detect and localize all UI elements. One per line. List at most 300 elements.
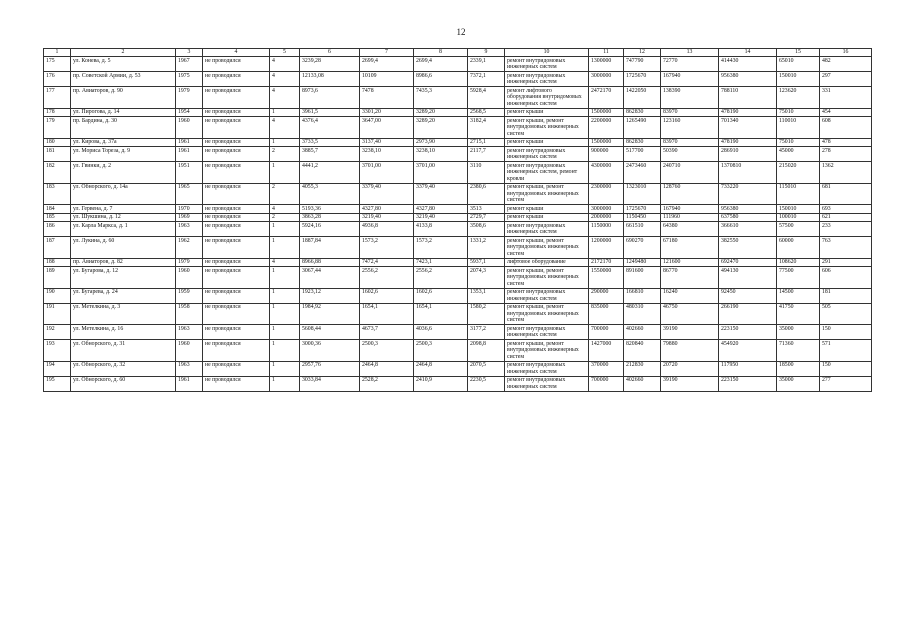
cell-area-2: 7435,3 <box>414 87 468 109</box>
cell-cost-total: 2472170 <box>589 87 624 109</box>
cell-floors: 1 <box>270 222 300 237</box>
cell-area-3: 3508,6 <box>468 222 505 237</box>
cell-cost-part-2: 50390 <box>661 147 719 162</box>
cell-last-repair: не проводился <box>203 117 270 139</box>
cell-cost-part-2: 83970 <box>661 108 719 117</box>
cell-repair-type: ремонт внутридомовых инженерных систем, ремонт кровли <box>505 162 589 184</box>
cell-living-area: 2556,2 <box>360 267 414 289</box>
cell-floors: 1 <box>270 138 300 147</box>
cell-cost-part-3: 1370810 <box>719 162 777 184</box>
cell-cost-part-4: 71360 <box>777 340 820 362</box>
cell-cost-part-3: 266190 <box>719 303 777 325</box>
cell-area-3: 5937,1 <box>468 258 505 267</box>
cell-total-area: 5193,36 <box>300 205 360 214</box>
cell-row-number: 191 <box>44 303 71 325</box>
cell-living-area: 7472,4 <box>360 258 414 267</box>
cell-cost-part-3: 454920 <box>719 340 777 362</box>
cell-residents: 608 <box>820 117 872 139</box>
cell-cost-part-1: 862830 <box>624 138 661 147</box>
cell-build-year: 1967 <box>176 57 203 72</box>
cell-cost-part-3: 286910 <box>719 147 777 162</box>
cell-repair-type: ремонт внутридомовых инженерных систем <box>505 325 589 340</box>
table-row <box>44 183 872 205</box>
cell-area-3: 1580,2 <box>468 303 505 325</box>
cell-cost-total: 1427000 <box>589 340 624 362</box>
cell-build-year: 1963 <box>176 325 203 340</box>
cell-cost-part-1: 480310 <box>624 303 661 325</box>
cell-cost-part-1: 1422050 <box>624 87 661 109</box>
cell-build-year: 1951 <box>176 162 203 184</box>
cell-area-2: 2973,90 <box>414 138 468 147</box>
cell-residents: 454 <box>820 108 872 117</box>
cell-last-repair: не проводился <box>203 147 270 162</box>
cell-cost-part-2: 86770 <box>661 267 719 289</box>
cell-cost-part-4: 108620 <box>777 258 820 267</box>
cell-row-number: 177 <box>44 87 71 109</box>
cell-address: пр. Советской Армии, д. 53 <box>71 72 176 87</box>
cell-total-area: 8973,6 <box>300 87 360 109</box>
cell-cost-part-3: 637580 <box>719 213 777 222</box>
cell-cost-part-4: 150010 <box>777 205 820 214</box>
cell-area-3: 2568,5 <box>468 108 505 117</box>
cell-area-3: 2339,1 <box>468 57 505 72</box>
cell-last-repair: не проводился <box>203 267 270 289</box>
cell-address: ул. Гвинки, д. 2 <box>71 162 176 184</box>
cell-address: ул. Обнорского, д. 60 <box>71 376 176 391</box>
cell-repair-type: ремонт внутридомовых инженерных систем <box>505 222 589 237</box>
cell-cost-total: 900000 <box>589 147 624 162</box>
cell-cost-part-4: 150010 <box>777 72 820 87</box>
cell-cost-part-2: 72770 <box>661 57 719 72</box>
cell-cost-part-4: 115010 <box>777 183 820 205</box>
cell-living-area: 1654,1 <box>360 303 414 325</box>
cell-living-area: 3238,10 <box>360 147 414 162</box>
cell-cost-part-1: 820840 <box>624 340 661 362</box>
cell-living-area: 7478 <box>360 87 414 109</box>
cell-cost-part-4: 35000 <box>777 325 820 340</box>
cell-cost-part-4: 123620 <box>777 87 820 109</box>
housing-repair-table <box>43 48 872 392</box>
cell-total-area: 3885,7 <box>300 147 360 162</box>
cell-area-3: 7372,1 <box>468 72 505 87</box>
cell-cost-part-1: 891600 <box>624 267 661 289</box>
cell-cost-part-2: 138390 <box>661 87 719 109</box>
cell-area-2: 2464,8 <box>414 361 468 376</box>
cell-floors: 2 <box>270 213 300 222</box>
cell-build-year: 1959 <box>176 288 203 303</box>
cell-address: ул. Кирова, д. 37а <box>71 138 176 147</box>
table-row <box>44 87 872 109</box>
cell-residents: 278 <box>820 147 872 162</box>
cell-living-area: 3379,40 <box>360 183 414 205</box>
cell-area-3: 2729,7 <box>468 213 505 222</box>
cell-cost-part-2: 167940 <box>661 72 719 87</box>
cell-address: ул. Обнорского, д. 31 <box>71 340 176 362</box>
column-header: 15 <box>777 49 820 57</box>
cell-row-number: 184 <box>44 205 71 214</box>
cell-residents: 693 <box>820 205 872 214</box>
cell-last-repair: не проводился <box>203 205 270 214</box>
cell-address: ул. Лукина, д. 60 <box>71 237 176 259</box>
cell-cost-total: 2000000 <box>589 213 624 222</box>
cell-area-2: 4133,8 <box>414 222 468 237</box>
cell-repair-type: ремонт внутридомовых инженерных систем <box>505 147 589 162</box>
cell-living-area: 3301,20 <box>360 108 414 117</box>
cell-address: ул. Шукшина, д. 12 <box>71 213 176 222</box>
cell-last-repair: не проводился <box>203 57 270 72</box>
cell-repair-type: ремонт крыши <box>505 205 589 214</box>
cell-area-2: 3219,40 <box>414 213 468 222</box>
cell-cost-total: 700000 <box>589 376 624 391</box>
cell-row-number: 175 <box>44 57 71 72</box>
cell-build-year: 1963 <box>176 222 203 237</box>
cell-area-3: 2117,7 <box>468 147 505 162</box>
cell-cost-part-1: 517700 <box>624 147 661 162</box>
cell-last-repair: не проводился <box>203 303 270 325</box>
cell-cost-part-4: 41750 <box>777 303 820 325</box>
cell-cost-total: 2300000 <box>589 183 624 205</box>
column-header: 8 <box>414 49 468 57</box>
cell-row-number: 180 <box>44 138 71 147</box>
cell-cost-part-4: 75010 <box>777 138 820 147</box>
cell-residents: 1362 <box>820 162 872 184</box>
cell-cost-part-1: 747790 <box>624 57 661 72</box>
cell-last-repair: не проводился <box>203 222 270 237</box>
cell-cost-part-4: 65010 <box>777 57 820 72</box>
column-header: 7 <box>360 49 414 57</box>
cell-area-2: 4036,6 <box>414 325 468 340</box>
cell-residents: 606 <box>820 267 872 289</box>
cell-floors: 1 <box>270 376 300 391</box>
cell-residents: 763 <box>820 237 872 259</box>
cell-row-number: 195 <box>44 376 71 391</box>
cell-cost-part-4: 57500 <box>777 222 820 237</box>
table-row <box>44 376 872 391</box>
cell-last-repair: не проводился <box>203 138 270 147</box>
cell-cost-total: 4300000 <box>589 162 624 184</box>
cell-cost-part-3: 117950 <box>719 361 777 376</box>
cell-area-2: 1654,1 <box>414 303 468 325</box>
cell-address: ул. Бугарева, д. 24 <box>71 288 176 303</box>
table-row <box>44 147 872 162</box>
cell-cost-part-4: 100010 <box>777 213 820 222</box>
cell-cost-part-2: 123160 <box>661 117 719 139</box>
cell-floors: 2 <box>270 183 300 205</box>
cell-repair-type: ремонт крыши, ремонт внутридомовых инженерных систем <box>505 183 589 205</box>
cell-area-2: 8986,6 <box>414 72 468 87</box>
column-header: 10 <box>505 49 589 57</box>
cell-cost-part-1: 212830 <box>624 361 661 376</box>
column-number-row <box>44 49 872 57</box>
cell-cost-part-3: 956380 <box>719 205 777 214</box>
cell-floors: 4 <box>270 258 300 267</box>
cell-cost-part-1: 2473460 <box>624 162 661 184</box>
cell-floors: 4 <box>270 57 300 72</box>
cell-total-area: 1984,92 <box>300 303 360 325</box>
cell-address: пр. Бардина, д. 30 <box>71 117 176 139</box>
cell-build-year: 1960 <box>176 340 203 362</box>
cell-build-year: 1979 <box>176 87 203 109</box>
cell-build-year: 1954 <box>176 108 203 117</box>
column-header: 4 <box>203 49 270 57</box>
cell-area-3: 5928,4 <box>468 87 505 109</box>
cell-cost-total: 2200000 <box>589 117 624 139</box>
cell-area-3: 2230,5 <box>468 376 505 391</box>
cell-area-2: 3238,10 <box>414 147 468 162</box>
cell-total-area: 3067,44 <box>300 267 360 289</box>
cell-residents: 297 <box>820 72 872 87</box>
cell-last-repair: не проводился <box>203 237 270 259</box>
cell-cost-part-3: 701340 <box>719 117 777 139</box>
cell-address: ул. Метелкина, д. 3 <box>71 303 176 325</box>
cell-total-area: 2957,76 <box>300 361 360 376</box>
cell-build-year: 1960 <box>176 267 203 289</box>
cell-repair-type: ремонт крыши, ремонт внутридомовых инженерных систем <box>505 267 589 289</box>
cell-build-year: 1963 <box>176 361 203 376</box>
cell-last-repair: не проводился <box>203 288 270 303</box>
cell-cost-part-3: 478190 <box>719 108 777 117</box>
cell-build-year: 1970 <box>176 205 203 214</box>
cell-cost-part-2: 39190 <box>661 376 719 391</box>
cell-last-repair: не проводился <box>203 87 270 109</box>
cell-total-area: 3863,28 <box>300 213 360 222</box>
cell-repair-type: ремонт внутридомовых инженерных систем <box>505 376 589 391</box>
cell-total-area: 3033,84 <box>300 376 360 391</box>
cell-cost-part-2: 121600 <box>661 258 719 267</box>
cell-address: ул. Метелкина, д. 16 <box>71 325 176 340</box>
cell-row-number: 186 <box>44 222 71 237</box>
cell-cost-part-3: 414430 <box>719 57 777 72</box>
table-row <box>44 72 872 87</box>
cell-cost-part-4: 75010 <box>777 108 820 117</box>
cell-floors: 1 <box>270 108 300 117</box>
cell-row-number: 188 <box>44 258 71 267</box>
cell-living-area: 10109 <box>360 72 414 87</box>
column-header: 9 <box>468 49 505 57</box>
cell-residents: 277 <box>820 376 872 391</box>
cell-address: ул. Пирогова, д. 14 <box>71 108 176 117</box>
column-header: 3 <box>176 49 203 57</box>
cell-living-area: 2500,3 <box>360 340 414 362</box>
cell-residents: 482 <box>820 57 872 72</box>
cell-build-year: 1961 <box>176 138 203 147</box>
cell-repair-type: ремонт крыши, ремонт внутридомовых инженерных систем <box>505 117 589 139</box>
cell-row-number: 190 <box>44 288 71 303</box>
cell-cost-part-1: 1725670 <box>624 72 661 87</box>
cell-last-repair: не проводился <box>203 108 270 117</box>
cell-cost-total: 1500000 <box>589 138 624 147</box>
cell-cost-part-1: 1725670 <box>624 205 661 214</box>
cell-residents: 478 <box>820 138 872 147</box>
table-row <box>44 108 872 117</box>
cell-total-area: 1887,84 <box>300 237 360 259</box>
cell-area-3: 2098,8 <box>468 340 505 362</box>
cell-cost-part-1: 862830 <box>624 108 661 117</box>
cell-cost-total: 1200000 <box>589 237 624 259</box>
cell-last-repair: не проводился <box>203 72 270 87</box>
cell-cost-part-1: 661510 <box>624 222 661 237</box>
cell-row-number: 193 <box>44 340 71 362</box>
cell-row-number: 176 <box>44 72 71 87</box>
cell-repair-type: ремонт крыши <box>505 108 589 117</box>
cell-cost-total: 700000 <box>589 325 624 340</box>
cell-build-year: 1961 <box>176 376 203 391</box>
column-header: 16 <box>820 49 872 57</box>
cell-living-area: 4327,80 <box>360 205 414 214</box>
cell-floors: 1 <box>270 361 300 376</box>
cell-address: ул. Обнорского, д. 14а <box>71 183 176 205</box>
cell-repair-type: ремонт крыши <box>505 213 589 222</box>
cell-living-area: 4673,7 <box>360 325 414 340</box>
cell-cost-part-2: 20720 <box>661 361 719 376</box>
table-row <box>44 325 872 340</box>
cell-address: пр. Авиаторов, д. 82 <box>71 258 176 267</box>
cell-cost-part-4: 18500 <box>777 361 820 376</box>
cell-area-2: 2410,9 <box>414 376 468 391</box>
cell-address: ул. Конева, д. 5 <box>71 57 176 72</box>
cell-cost-part-1: 402660 <box>624 325 661 340</box>
cell-residents: 291 <box>820 258 872 267</box>
cell-address: ул. Бугарова, д. 12 <box>71 267 176 289</box>
cell-cost-part-1: 1249480 <box>624 258 661 267</box>
cell-cost-part-1: 1323010 <box>624 183 661 205</box>
cell-residents: 621 <box>820 213 872 222</box>
cell-living-area: 1602,6 <box>360 288 414 303</box>
cell-repair-type: ремонт крыши, ремонт внутридомовых инженерных систем <box>505 237 589 259</box>
cell-repair-type: ремонт внутридомовых инженерных систем <box>505 57 589 72</box>
cell-cost-part-2: 128760 <box>661 183 719 205</box>
table-row <box>44 340 872 362</box>
cell-cost-total: 2172170 <box>589 258 624 267</box>
cell-total-area: 4055,3 <box>300 183 360 205</box>
cell-address: ул. Карла Маркса, д. 1 <box>71 222 176 237</box>
cell-last-repair: не проводился <box>203 183 270 205</box>
table-row <box>44 258 872 267</box>
cell-cost-part-3: 223150 <box>719 376 777 391</box>
cell-total-area: 3733,5 <box>300 138 360 147</box>
column-header: 2 <box>71 49 176 57</box>
table-row <box>44 267 872 289</box>
cell-last-repair: не проводился <box>203 361 270 376</box>
cell-cost-part-2: 39190 <box>661 325 719 340</box>
cell-cost-total: 370000 <box>589 361 624 376</box>
cell-residents: 505 <box>820 303 872 325</box>
table-row <box>44 222 872 237</box>
cell-repair-type: ремонт крыши <box>505 138 589 147</box>
cell-cost-part-2: 64380 <box>661 222 719 237</box>
cell-row-number: 187 <box>44 237 71 259</box>
cell-area-3: 3182,4 <box>468 117 505 139</box>
cell-living-area: 2528,2 <box>360 376 414 391</box>
cell-cost-total: 3000000 <box>589 72 624 87</box>
cell-cost-total: 290000 <box>589 288 624 303</box>
cell-address: ул. Обнорского, д. 32 <box>71 361 176 376</box>
cell-cost-total: 1150000 <box>589 222 624 237</box>
cell-area-2: 3289,20 <box>414 117 468 139</box>
cell-floors: 1 <box>270 340 300 362</box>
cell-area-2: 2699,4 <box>414 57 468 72</box>
cell-total-area: 5924,16 <box>300 222 360 237</box>
cell-total-area: 5608,44 <box>300 325 360 340</box>
cell-cost-part-3: 788110 <box>719 87 777 109</box>
cell-floors: 1 <box>270 267 300 289</box>
cell-row-number: 194 <box>44 361 71 376</box>
cell-build-year: 1965 <box>176 183 203 205</box>
cell-last-repair: не проводился <box>203 258 270 267</box>
cell-residents: 681 <box>820 183 872 205</box>
cell-area-2: 3701,00 <box>414 162 468 184</box>
cell-cost-part-2: 83970 <box>661 138 719 147</box>
cell-cost-part-3: 956380 <box>719 72 777 87</box>
column-header: 12 <box>624 49 661 57</box>
cell-row-number: 181 <box>44 147 71 162</box>
cell-living-area: 1573,2 <box>360 237 414 259</box>
cell-total-area: 4441,2 <box>300 162 360 184</box>
cell-cost-part-1: 690270 <box>624 237 661 259</box>
cell-build-year: 1958 <box>176 303 203 325</box>
cell-build-year: 1975 <box>176 72 203 87</box>
cell-cost-part-4: 110010 <box>777 117 820 139</box>
cell-area-2: 4327,80 <box>414 205 468 214</box>
cell-residents: 331 <box>820 87 872 109</box>
cell-repair-type: ремонт внутридомовых инженерных систем <box>505 72 589 87</box>
cell-residents: 181 <box>820 288 872 303</box>
table-row <box>44 205 872 214</box>
cell-cost-part-4: 14500 <box>777 288 820 303</box>
cell-last-repair: не проводился <box>203 325 270 340</box>
cell-row-number: 185 <box>44 213 71 222</box>
cell-cost-part-3: 223150 <box>719 325 777 340</box>
cell-cost-part-1: 1265490 <box>624 117 661 139</box>
cell-total-area: 3961,5 <box>300 108 360 117</box>
cell-floors: 2 <box>270 147 300 162</box>
cell-repair-type: лифтовое оборудование <box>505 258 589 267</box>
cell-living-area: 3137,40 <box>360 138 414 147</box>
cell-cost-part-3: 478190 <box>719 138 777 147</box>
cell-floors: 4 <box>270 117 300 139</box>
cell-cost-part-4: 60000 <box>777 237 820 259</box>
cell-area-3: 3513 <box>468 205 505 214</box>
cell-cost-total: 1300000 <box>589 57 624 72</box>
cell-cost-part-3: 382550 <box>719 237 777 259</box>
cell-living-area: 2464,8 <box>360 361 414 376</box>
cell-cost-part-2: 167940 <box>661 205 719 214</box>
cell-build-year: 1969 <box>176 213 203 222</box>
cell-last-repair: не проводился <box>203 340 270 362</box>
cell-row-number: 178 <box>44 108 71 117</box>
cell-cost-part-4: 77500 <box>777 267 820 289</box>
cell-cost-part-4: 35000 <box>777 376 820 391</box>
cell-area-2: 2556,2 <box>414 267 468 289</box>
cell-cost-part-4: 45000 <box>777 147 820 162</box>
cell-cost-total: 3000000 <box>589 205 624 214</box>
cell-area-2: 3379,40 <box>414 183 468 205</box>
cell-floors: 1 <box>270 303 300 325</box>
cell-cost-total: 1500000 <box>589 108 624 117</box>
cell-area-3: 2074,3 <box>468 267 505 289</box>
cell-row-number: 182 <box>44 162 71 184</box>
table-row <box>44 162 872 184</box>
cell-total-area: 12133,08 <box>300 72 360 87</box>
cell-area-3: 1353,1 <box>468 288 505 303</box>
cell-repair-type: ремонт внутридомовых инженерных систем <box>505 361 589 376</box>
cell-residents: 150 <box>820 361 872 376</box>
cell-build-year: 1962 <box>176 237 203 259</box>
table-row <box>44 288 872 303</box>
cell-row-number: 189 <box>44 267 71 289</box>
cell-area-3: 3110 <box>468 162 505 184</box>
cell-cost-total: 835000 <box>589 303 624 325</box>
